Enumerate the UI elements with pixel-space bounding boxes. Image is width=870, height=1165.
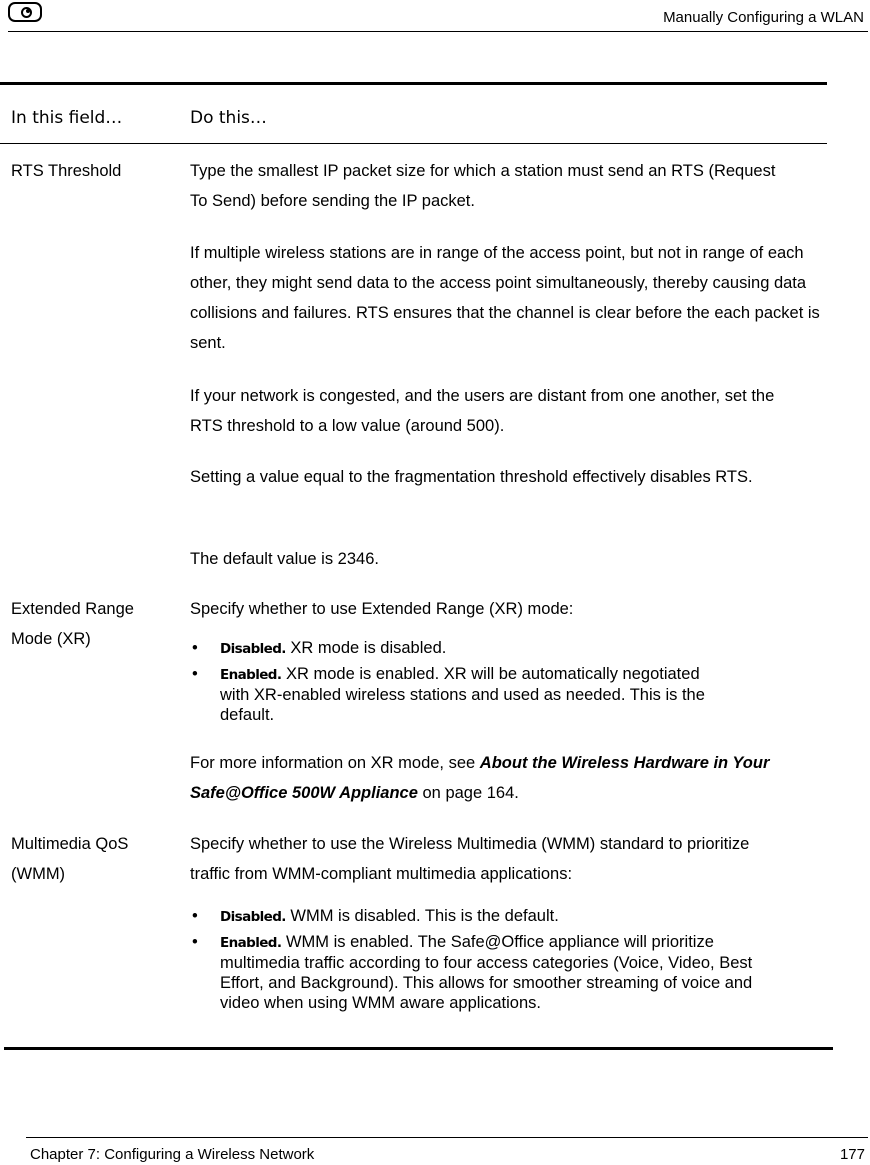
field-name-extended-range-mode: Extended Range Mode (XR) — [11, 600, 134, 648]
running-header-title: Manually Configuring a WLAN — [663, 9, 864, 26]
xr-intro: Specify whether to use Extended Range (XR) mode: — [190, 600, 574, 618]
rts-paragraph-1: Type the smallest IP packet size for which a station must send an RTS (Request To Send) before sending the IP packet. — [190, 162, 776, 210]
check-point-logo-icon — [8, 2, 42, 22]
rts-paragraph-5: The default value is 2346. — [190, 550, 379, 568]
xr-options-list — [190, 638, 730, 730]
bullet-icon: • — [192, 907, 198, 925]
list-item: • Enabled. WMM is enabled. The Safe@Office appliance will prioritize multimedia traffic according to four access categories (Voice, Video, Best Effort, and Background). This allows for smoother streaming of voice and video when using WMM aware applications. — [192, 933, 753, 1012]
footer-chapter-title: Chapter 7: Configuring a Wireless Network — [30, 1146, 315, 1163]
xr-cross-reference-link[interactable]: About the Wireless Hardware in Your Safe@Office 500W Appliance — [190, 754, 770, 802]
table-header-rule — [0, 143, 827, 144]
bullet-icon: • — [192, 639, 198, 657]
page-number: 177 — [839, 1146, 865, 1163]
xr-more-info: For more information on XR mode, see About the Wireless Hardware in Your Safe@Office 500W Appliance on page 164. — [190, 754, 770, 802]
field-name-multimedia-qos: Multimedia QoS (WMM) — [11, 835, 129, 883]
list-item: • Enabled. XR mode is enabled. XR will be automatically negotiated with XR-enabled wireless stations and used as needed. This is the default. — [192, 665, 705, 724]
column-header-action: Do this… — [190, 108, 267, 128]
list-item: • Disabled. XR mode is disabled. — [192, 639, 447, 657]
wmm-options-list — [190, 906, 780, 1018]
bullet-icon: • — [192, 665, 198, 683]
list-item: • Disabled. WMM is disabled. This is the default. — [192, 907, 559, 925]
table-top-rule — [0, 82, 827, 85]
field-name-rts-threshold: RTS Threshold — [11, 162, 122, 180]
header-rule — [8, 31, 868, 32]
rts-paragraph-2: If multiple wireless stations are in range of the access point, but not in range of each other, they might send data to the access point simultaneously, thereby causing data collisions and failures. RTS ensures that the channel is clear before the each packet is sent. — [190, 244, 820, 352]
rts-paragraph-4: Setting a value equal to the fragmentation threshold effectively disables RTS. — [190, 468, 753, 486]
footer-rule — [26, 1137, 868, 1138]
bullet-icon: • — [192, 933, 198, 951]
rts-paragraph-3: If your network is congested, and the users are distant from one another, set the RTS threshold to a low value (around 500). — [190, 387, 775, 435]
table-bottom-rule — [4, 1047, 833, 1050]
wmm-intro: Specify whether to use the Wireless Multimedia (WMM) standard to prioritize traffic from WMM-compliant multimedia applications: — [190, 835, 750, 883]
column-header-field: In this field… — [11, 108, 123, 128]
